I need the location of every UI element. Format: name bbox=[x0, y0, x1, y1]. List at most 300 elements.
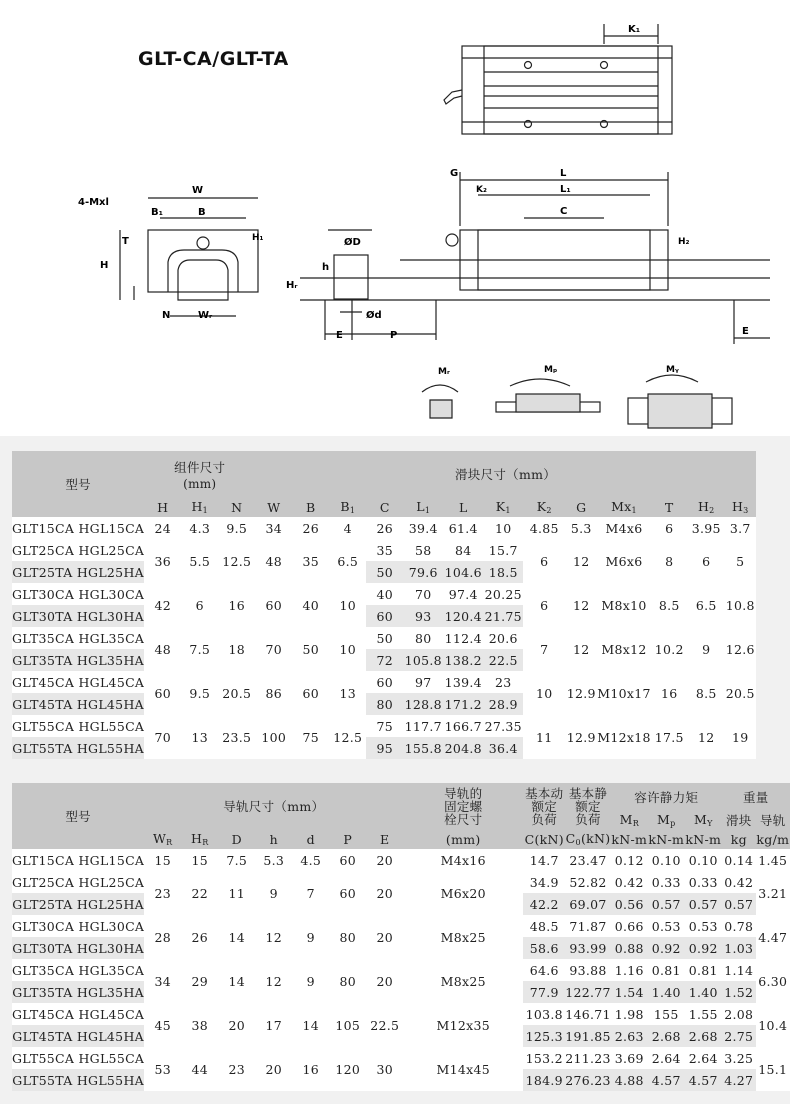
block-dimension-table bbox=[12, 451, 756, 759]
value-w: 100 bbox=[255, 715, 292, 759]
value-m: M10x17 bbox=[597, 671, 650, 715]
value-d: 20 bbox=[218, 1003, 255, 1047]
value-c: 103.8 bbox=[523, 1003, 565, 1025]
model-name: GLT30TA HGL30HA bbox=[12, 937, 144, 959]
moment-column: MR bbox=[611, 811, 648, 829]
value-g: 12 bbox=[565, 627, 597, 671]
moment-icons bbox=[422, 375, 732, 428]
value-l: 166.7 bbox=[443, 715, 483, 737]
moment-header: 容许静力矩 bbox=[611, 783, 722, 811]
value-c: 95 bbox=[366, 737, 403, 759]
table-row bbox=[12, 671, 756, 693]
value-k1: 22.5 bbox=[483, 649, 523, 671]
end-view bbox=[120, 198, 258, 316]
label-p: P bbox=[390, 330, 398, 341]
value-l: 104.6 bbox=[443, 561, 483, 583]
value-h: 36 bbox=[144, 539, 181, 583]
value-hr: 29 bbox=[181, 959, 218, 1003]
value-c0: 191.85 bbox=[565, 1025, 611, 1047]
column-header: Mx1 bbox=[597, 497, 650, 517]
value-p: 80 bbox=[329, 959, 366, 1003]
table-row bbox=[12, 871, 790, 893]
column-header: H3 bbox=[725, 497, 756, 517]
value-c: 40 bbox=[366, 583, 403, 605]
value-c: 42.2 bbox=[523, 893, 565, 915]
value-h1: 13 bbox=[181, 715, 218, 759]
value-kg: 2.08 bbox=[722, 1003, 756, 1025]
value-h: 20 bbox=[255, 1047, 292, 1091]
unit-label: kN-m bbox=[648, 829, 685, 849]
value-w: 48 bbox=[255, 539, 292, 583]
value-h: 24 bbox=[144, 517, 181, 539]
moment-column: Mp bbox=[648, 811, 685, 829]
value-rail-weight: 15.1 bbox=[756, 1047, 790, 1091]
value-kg: 1.52 bbox=[722, 981, 756, 1003]
value-h: 60 bbox=[144, 671, 181, 715]
value-mp: 0.33 bbox=[648, 871, 685, 893]
value-w: 86 bbox=[255, 671, 292, 715]
value-l: 171.2 bbox=[443, 693, 483, 715]
table-row bbox=[12, 583, 756, 605]
value-l: 61.4 bbox=[443, 517, 483, 539]
value-mp: 0.92 bbox=[648, 937, 685, 959]
value-k1: 36.4 bbox=[483, 737, 523, 759]
label-wr: Wᵣ bbox=[198, 310, 213, 321]
value-l1: 105.8 bbox=[403, 649, 443, 671]
column-header: h bbox=[255, 829, 292, 849]
value-g: 12.9 bbox=[565, 715, 597, 759]
value-w: 34 bbox=[255, 517, 292, 539]
value-c: 50 bbox=[366, 561, 403, 583]
value-l1: 93 bbox=[403, 605, 443, 627]
value-h2: 3.95 bbox=[688, 517, 725, 539]
value-h: 12 bbox=[255, 959, 292, 1003]
top-view bbox=[444, 24, 672, 134]
value-hr: 44 bbox=[181, 1047, 218, 1091]
label-b1: B₁ bbox=[151, 207, 164, 218]
value-bolt: M14x45 bbox=[403, 1047, 523, 1091]
value-c0: 69.07 bbox=[565, 893, 611, 915]
unit-label: C0(kN) bbox=[565, 831, 611, 847]
value-h3: 19 bbox=[725, 715, 756, 759]
value-my: 1.40 bbox=[685, 981, 722, 1003]
value-k2: 7 bbox=[523, 627, 565, 671]
value-c: 72 bbox=[366, 649, 403, 671]
model-name: GLT55TA HGL55HA bbox=[12, 737, 144, 759]
value-mr: 1.98 bbox=[611, 1003, 648, 1025]
value-k1: 18.5 bbox=[483, 561, 523, 583]
value-n: 20.5 bbox=[218, 671, 255, 715]
value-h3: 5 bbox=[725, 539, 756, 583]
value-p: 60 bbox=[329, 871, 366, 915]
unit-label: kN-m bbox=[611, 829, 648, 849]
value-k1: 23 bbox=[483, 671, 523, 693]
value-n: 18 bbox=[218, 627, 255, 671]
value-t: 8 bbox=[651, 539, 688, 583]
value-l: 97.4 bbox=[443, 583, 483, 605]
value-c0: 146.71 bbox=[565, 1003, 611, 1025]
column-header: HR bbox=[181, 829, 218, 849]
value-c: 26 bbox=[366, 517, 403, 539]
weight-header: 重量 bbox=[722, 783, 790, 811]
value-d: 9 bbox=[292, 915, 329, 959]
label-h-small: h bbox=[322, 262, 330, 273]
rail-header: 导轨尺寸（mm） bbox=[144, 783, 403, 829]
value-wr: 45 bbox=[144, 1003, 181, 1047]
model-header: 型号 bbox=[12, 783, 144, 849]
label-t: T bbox=[122, 236, 129, 247]
value-c0: 122.77 bbox=[565, 981, 611, 1003]
value-mp: 0.81 bbox=[648, 959, 685, 981]
value-kg: 1.03 bbox=[722, 937, 756, 959]
table-row bbox=[12, 715, 756, 737]
value-mr: 1.16 bbox=[611, 959, 648, 981]
value-h: 42 bbox=[144, 583, 181, 627]
value-t: 17.5 bbox=[651, 715, 688, 759]
value-p: 80 bbox=[329, 915, 366, 959]
label-k2: K₂ bbox=[476, 185, 487, 195]
column-header: H1 bbox=[181, 497, 218, 517]
value-mr: 1.54 bbox=[611, 981, 648, 1003]
value-p: 120 bbox=[329, 1047, 366, 1091]
model-name: GLT25TA HGL25HA bbox=[12, 561, 144, 583]
value-c: 64.6 bbox=[523, 959, 565, 981]
value-bolt: M6x20 bbox=[403, 871, 523, 915]
value-c: 77.9 bbox=[523, 981, 565, 1003]
value-k1: 20.25 bbox=[483, 583, 523, 605]
value-bolt: M8x25 bbox=[403, 959, 523, 1003]
value-m: M12x18 bbox=[597, 715, 650, 759]
column-header: G bbox=[565, 497, 597, 517]
value-l1: 58 bbox=[403, 539, 443, 561]
label-d-big: ØD bbox=[344, 237, 361, 248]
value-my: 2.68 bbox=[685, 1025, 722, 1047]
value-wr: 34 bbox=[144, 959, 181, 1003]
value-l: 120.4 bbox=[443, 605, 483, 627]
label-h2: H₂ bbox=[678, 237, 690, 247]
value-l1: 80 bbox=[403, 627, 443, 649]
table-row bbox=[12, 915, 790, 937]
value-d: 11 bbox=[218, 871, 255, 915]
value-l1: 70 bbox=[403, 583, 443, 605]
label-mxl: 4-Mxl bbox=[78, 197, 109, 208]
value-e: 20 bbox=[366, 915, 403, 959]
column-header: H2 bbox=[688, 497, 725, 517]
weight-block-header: 滑块 bbox=[722, 811, 756, 829]
value-c: 60 bbox=[366, 605, 403, 627]
column-header: L1 bbox=[403, 497, 443, 517]
model-name: GLT30TA HGL30HA bbox=[12, 605, 144, 627]
value-h1: 6 bbox=[181, 583, 218, 627]
value-b: 60 bbox=[292, 671, 329, 715]
value-my: 2.64 bbox=[685, 1047, 722, 1069]
block-header: 滑块尺寸（mm） bbox=[255, 451, 755, 497]
value-c0: 23.47 bbox=[565, 849, 611, 871]
column-header: E bbox=[366, 829, 403, 849]
value-c0: 276.23 bbox=[565, 1069, 611, 1091]
value-my: 0.53 bbox=[685, 915, 722, 937]
value-b1: 10 bbox=[329, 583, 366, 627]
value-c: 80 bbox=[366, 693, 403, 715]
value-mp: 1.40 bbox=[648, 981, 685, 1003]
column-header: B bbox=[292, 497, 329, 517]
value-b: 40 bbox=[292, 583, 329, 627]
value-d: 16 bbox=[292, 1047, 329, 1091]
value-mp: 155 bbox=[648, 1003, 685, 1025]
value-c: 35 bbox=[366, 539, 403, 561]
column-header: L bbox=[443, 497, 483, 517]
value-k1: 15.7 bbox=[483, 539, 523, 561]
model-name: GLT45CA HGL45CA bbox=[12, 671, 144, 693]
value-n: 16 bbox=[218, 583, 255, 627]
value-hr: 15 bbox=[181, 849, 218, 871]
label-w: W bbox=[192, 185, 204, 196]
value-e: 20 bbox=[366, 959, 403, 1003]
column-header: N bbox=[218, 497, 255, 517]
unit-label: kN-m bbox=[685, 829, 722, 849]
value-mp: 0.57 bbox=[648, 893, 685, 915]
label-b: B bbox=[198, 207, 206, 218]
unit-label: kg bbox=[722, 829, 756, 849]
value-my: 4.57 bbox=[685, 1069, 722, 1091]
label-c: C bbox=[560, 206, 568, 217]
value-d: 14 bbox=[218, 959, 255, 1003]
value-b: 35 bbox=[292, 539, 329, 583]
value-h: 9 bbox=[255, 871, 292, 915]
value-l: 138.2 bbox=[443, 649, 483, 671]
column-header: K1 bbox=[483, 497, 523, 517]
model-name: GLT30CA HGL30CA bbox=[12, 583, 144, 605]
column-header: WR bbox=[144, 829, 181, 849]
value-my: 0.33 bbox=[685, 871, 722, 893]
table-row bbox=[12, 1003, 790, 1025]
value-h2: 12 bbox=[688, 715, 725, 759]
model-name: GLT35CA HGL35CA bbox=[12, 627, 144, 649]
value-bolt: M12x35 bbox=[403, 1003, 523, 1047]
label-d-small: Ød bbox=[366, 310, 382, 321]
table-row bbox=[12, 451, 756, 497]
value-h3: 3.7 bbox=[725, 517, 756, 539]
value-k1: 27.35 bbox=[483, 715, 523, 737]
value-e: 30 bbox=[366, 1047, 403, 1091]
value-wr: 53 bbox=[144, 1047, 181, 1091]
model-name: GLT15CA HGL15CA bbox=[12, 849, 144, 871]
label-e: E bbox=[336, 330, 343, 341]
assembly-header: 组件尺寸 (mm) bbox=[144, 451, 255, 497]
value-h1: 5.5 bbox=[181, 539, 218, 583]
value-my: 0.81 bbox=[685, 959, 722, 981]
value-b: 26 bbox=[292, 517, 329, 539]
value-kg: 0.78 bbox=[722, 915, 756, 937]
label-n: N bbox=[162, 310, 171, 321]
value-hr: 26 bbox=[181, 915, 218, 959]
value-mp: 0.53 bbox=[648, 915, 685, 937]
value-mp: 0.10 bbox=[648, 849, 685, 871]
value-kg: 4.27 bbox=[722, 1069, 756, 1091]
value-p: 60 bbox=[329, 849, 366, 871]
value-rail-weight: 4.47 bbox=[756, 915, 790, 959]
value-c: 60 bbox=[366, 671, 403, 693]
value-c: 58.6 bbox=[523, 937, 565, 959]
value-b1: 13 bbox=[329, 671, 366, 715]
value-hr: 22 bbox=[181, 871, 218, 915]
label-h1: H₁ bbox=[252, 233, 264, 243]
value-d: 14 bbox=[292, 1003, 329, 1047]
value-t: 10.2 bbox=[651, 627, 688, 671]
value-b1: 10 bbox=[329, 627, 366, 671]
value-g: 12 bbox=[565, 539, 597, 583]
value-n: 12.5 bbox=[218, 539, 255, 583]
label-e-right: E bbox=[742, 326, 749, 337]
static-load-header: 基本静 额定 负荷 bbox=[565, 783, 611, 829]
value-h: 17 bbox=[255, 1003, 292, 1047]
value-m: M8x10 bbox=[597, 583, 650, 627]
value-c0: 93.88 bbox=[565, 959, 611, 981]
value-c0: 93.99 bbox=[565, 937, 611, 959]
dynamic-load-header: 基本动 额定 负荷 bbox=[523, 783, 565, 829]
value-b1: 6.5 bbox=[329, 539, 366, 583]
value-c: 48.5 bbox=[523, 915, 565, 937]
value-k1: 28.9 bbox=[483, 693, 523, 715]
value-b: 50 bbox=[292, 627, 329, 671]
value-h2: 8.5 bbox=[688, 671, 725, 715]
value-l: 204.8 bbox=[443, 737, 483, 759]
value-h3: 10.8 bbox=[725, 583, 756, 627]
column-header: H bbox=[144, 497, 181, 517]
value-t: 16 bbox=[651, 671, 688, 715]
table-row bbox=[12, 783, 790, 811]
value-n: 9.5 bbox=[218, 517, 255, 539]
value-wr: 15 bbox=[144, 849, 181, 871]
label-mr: Mᵣ bbox=[438, 367, 450, 377]
value-c0: 52.82 bbox=[565, 871, 611, 893]
value-k2: 6 bbox=[523, 583, 565, 627]
model-name: GLT25CA HGL25CA bbox=[12, 871, 144, 893]
value-bolt: M8x25 bbox=[403, 915, 523, 959]
value-b: 75 bbox=[292, 715, 329, 759]
value-hr: 38 bbox=[181, 1003, 218, 1047]
column-header: P bbox=[329, 829, 366, 849]
value-mp: 2.68 bbox=[648, 1025, 685, 1047]
value-c: 14.7 bbox=[523, 849, 565, 871]
value-rail-weight: 1.45 bbox=[756, 849, 790, 871]
value-m: M6x6 bbox=[597, 539, 650, 583]
value-bolt: M4x16 bbox=[403, 849, 523, 871]
value-h2: 6.5 bbox=[688, 583, 725, 627]
value-t: 6 bbox=[651, 517, 688, 539]
value-h: 12 bbox=[255, 915, 292, 959]
value-kg: 0.14 bbox=[722, 849, 756, 871]
unit-label: (mm) bbox=[403, 829, 523, 849]
value-e: 22.5 bbox=[366, 1003, 403, 1047]
value-l: 84 bbox=[443, 539, 483, 561]
table-row bbox=[12, 1047, 790, 1069]
value-e: 20 bbox=[366, 849, 403, 871]
label-mp: Mₚ bbox=[544, 365, 558, 375]
label-hr: Hᵣ bbox=[286, 280, 298, 291]
value-kg: 0.42 bbox=[722, 871, 756, 893]
value-mr: 0.66 bbox=[611, 915, 648, 937]
model-name: GLT45TA HGL45HA bbox=[12, 1025, 144, 1047]
value-e: 20 bbox=[366, 871, 403, 915]
value-kg: 3.25 bbox=[722, 1047, 756, 1069]
value-w: 70 bbox=[255, 627, 292, 671]
model-header: 型号 bbox=[12, 451, 144, 517]
value-h1: 9.5 bbox=[181, 671, 218, 715]
value-l1: 128.8 bbox=[403, 693, 443, 715]
column-header: T bbox=[651, 497, 688, 517]
value-l: 139.4 bbox=[443, 671, 483, 693]
value-mr: 0.56 bbox=[611, 893, 648, 915]
page-title: GLT-CA/GLT-TA bbox=[138, 48, 289, 70]
value-c0: 71.87 bbox=[565, 915, 611, 937]
value-my: 0.92 bbox=[685, 937, 722, 959]
value-mp: 2.64 bbox=[648, 1047, 685, 1069]
technical-drawing bbox=[0, 0, 790, 436]
value-n: 23.5 bbox=[218, 715, 255, 759]
value-mr: 4.88 bbox=[611, 1069, 648, 1091]
value-p: 105 bbox=[329, 1003, 366, 1047]
column-header: C bbox=[366, 497, 403, 517]
table-row bbox=[12, 849, 790, 871]
value-c0: 211.23 bbox=[565, 1047, 611, 1069]
value-my: 0.57 bbox=[685, 893, 722, 915]
value-k1: 10 bbox=[483, 517, 523, 539]
value-mr: 2.63 bbox=[611, 1025, 648, 1047]
column-header: D bbox=[218, 829, 255, 849]
model-name: GLT45TA HGL45HA bbox=[12, 693, 144, 715]
value-d: 9 bbox=[292, 959, 329, 1003]
value-k1: 20.6 bbox=[483, 627, 523, 649]
rail-dimension-table bbox=[12, 783, 790, 1091]
value-c: 184.9 bbox=[523, 1069, 565, 1091]
value-g: 12 bbox=[565, 583, 597, 627]
value-w: 60 bbox=[255, 583, 292, 627]
column-header: W bbox=[255, 497, 292, 517]
label-l: L bbox=[560, 168, 567, 179]
model-name: GLT45CA HGL45CA bbox=[12, 1003, 144, 1025]
value-d: 7 bbox=[292, 871, 329, 915]
value-kg: 0.57 bbox=[722, 893, 756, 915]
value-h3: 20.5 bbox=[725, 671, 756, 715]
value-h: 48 bbox=[144, 627, 181, 671]
value-kg: 2.75 bbox=[722, 1025, 756, 1047]
label-h: H bbox=[100, 260, 109, 271]
value-l1: 39.4 bbox=[403, 517, 443, 539]
value-my: 1.55 bbox=[685, 1003, 722, 1025]
value-rail-weight: 10.4 bbox=[756, 1003, 790, 1047]
model-name: GLT55CA HGL55CA bbox=[12, 715, 144, 737]
table-row bbox=[12, 627, 756, 649]
value-mr: 0.88 bbox=[611, 937, 648, 959]
model-name: GLT25TA HGL25HA bbox=[12, 893, 144, 915]
model-name: GLT15CA HGL15CA bbox=[12, 517, 144, 539]
value-k2: 4.85 bbox=[523, 517, 565, 539]
column-header: K2 bbox=[523, 497, 565, 517]
value-d: 23 bbox=[218, 1047, 255, 1091]
value-h3: 12.6 bbox=[725, 627, 756, 671]
value-k1: 21.75 bbox=[483, 605, 523, 627]
value-c: 75 bbox=[366, 715, 403, 737]
value-l: 112.4 bbox=[443, 627, 483, 649]
value-mr: 0.42 bbox=[611, 871, 648, 893]
value-my: 0.10 bbox=[685, 849, 722, 871]
model-name: GLT30CA HGL30CA bbox=[12, 915, 144, 937]
model-name: GLT25CA HGL25CA bbox=[12, 539, 144, 561]
column-header: d bbox=[292, 829, 329, 849]
value-mp: 4.57 bbox=[648, 1069, 685, 1091]
value-h1: 4.3 bbox=[181, 517, 218, 539]
